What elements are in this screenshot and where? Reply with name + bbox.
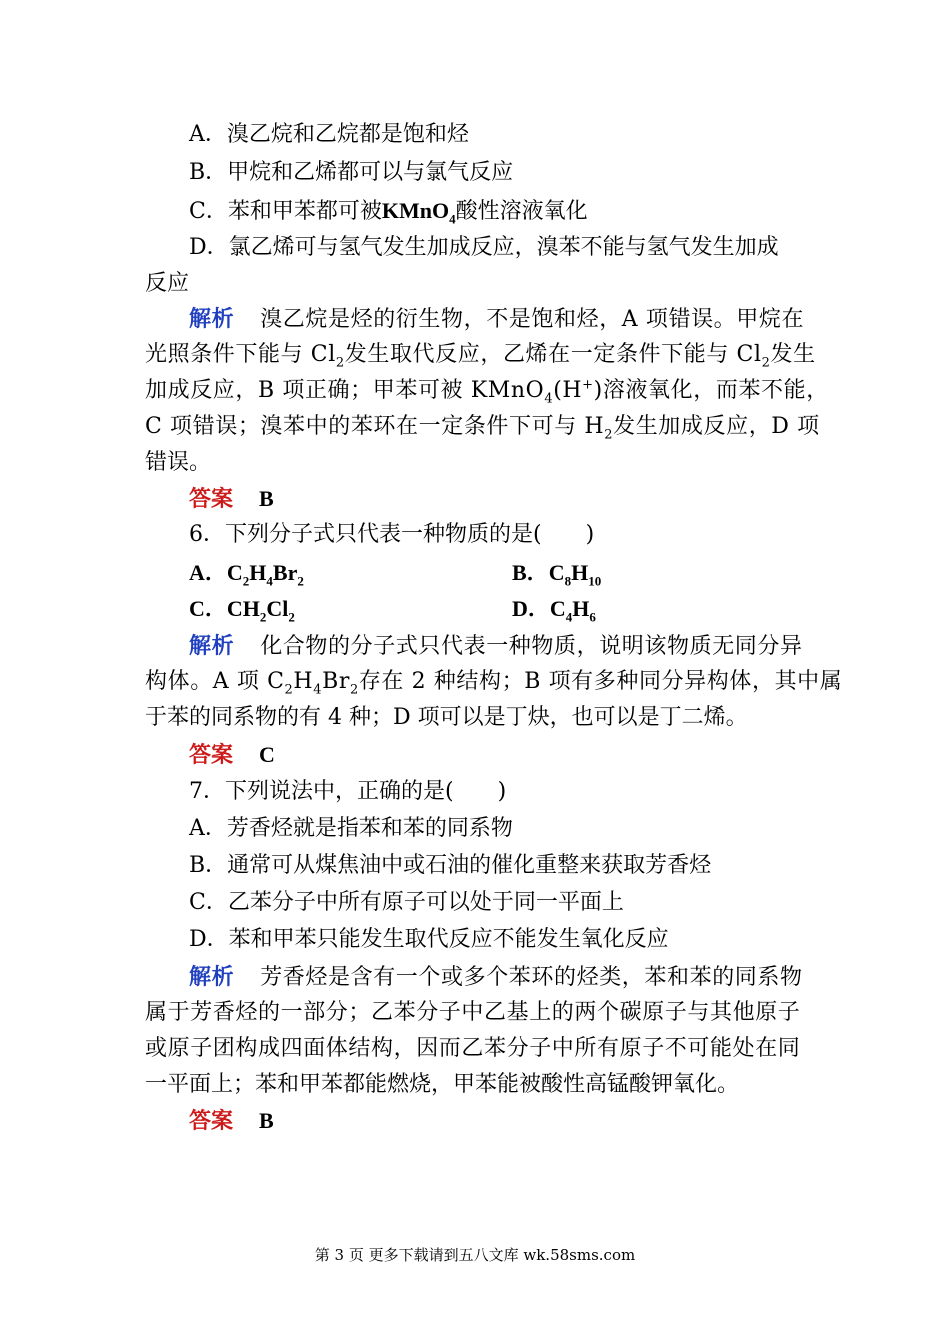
q7-analysis-line4: 一平面上；苯和甲苯都能燃烧，甲苯能被酸性高锰酸钾氧化。 [145,1072,740,1097]
q6-stem: 6．下列分子式只代表一种物质的是( ) [189,522,595,547]
q7-stem: 7．下列说法中，正确的是( ) [189,779,507,804]
q7-option-b: B．通常可从煤焦油中或石油的催化重整来获取芳香烃 [189,853,712,878]
q7-option-a: A．芳香烃就是指苯和苯的同系物 [189,816,513,841]
q7-option-d: D．苯和甲苯只能发生取代反应不能发生氧化反应 [189,927,669,952]
q5-analysis-line3: 加成反应，B 项正确；甲苯可被 KMnO$_4$(H+)溶液氧化，而苯不能， [145,377,829,407]
q5-option-b: B．甲烷和乙烯都可以与氯气反应 [189,160,514,185]
q7-answer: 答案 B [189,1108,274,1134]
q5-analysis-line4: C 项错误；溴苯中的苯环在一定条件下可与 $H_2$发生加成反应，D 项 [145,414,820,443]
answer-label: 答案 [189,742,234,768]
q5-analysis-line2: 光照条件下能与 $Cl_2$发生取代反应，乙烯在一定条件下能与 $Cl_2$发生 [145,342,816,371]
q6-analysis-line1: 解析 化合物的分子式只代表一种物质，说明该物质无同分异 [189,633,803,659]
q6-option-a: A．$C_2H_4Br_2$ [189,560,304,589]
q6-option-c: C．$CH_2Cl_2$ [189,596,295,625]
q5-option-a: A．溴乙烷和乙烷都是饱和烃 [189,122,469,147]
q7-option-c: C．乙苯分子中所有原子可以处于同一平面上 [189,890,624,915]
q5-option-c: C．苯和甲苯都可被KMnO$_4$酸性溶液氧化 [189,198,588,227]
q7-analysis-line3: 或原子团构成四面体结构，因而乙苯分子中所有原子不可能处在同 [145,1036,801,1061]
answer-label: 答案 [189,1108,234,1134]
q7-analysis-line2: 属于芳香烃的一部分；乙苯分子中乙基上的两个碳原子与其他原子 [145,1000,801,1025]
q5-option-d-line2: 反应 [145,271,190,296]
q5-option-d-line1: D．氯乙烯可与氢气发生加成反应，溴苯不能与氢气发生加成 [189,235,779,260]
analysis-label: 解析 [189,633,235,659]
q5-answer: 答案 B [189,486,274,512]
page-footer: 第 3 页 更多下载请到五八文库 wk.58sms.com [314,1246,636,1264]
q6-analysis-line2: 构体。A 项 $C_2H_4Br_2$存在 2 种结构；B 项有多种同分异构体，其中属 [145,669,843,698]
q6-option-b: B．$C_8H_{10}$ [512,560,602,589]
q7-analysis-line1: 解析 芳香烃是含有一个或多个苯环的烃类，苯和苯的同系物 [189,964,803,990]
answer-label: 答案 [189,486,234,512]
analysis-label: 解析 [189,306,235,332]
q6-answer: 答案 C [189,742,275,768]
q6-analysis-line3: 于苯的同系物的有 4 种；D 项可以是丁炔，也可以是丁二烯。 [145,705,748,730]
q5-analysis-line1: 解析 溴乙烷是烃的衍生物，不是饱和烃，A 项错误。甲烷在 [189,306,805,332]
q5-analysis-line5: 错误。 [145,450,212,475]
analysis-label: 解析 [189,964,235,990]
q6-option-d: D．$C_4H_6$ [512,596,596,625]
